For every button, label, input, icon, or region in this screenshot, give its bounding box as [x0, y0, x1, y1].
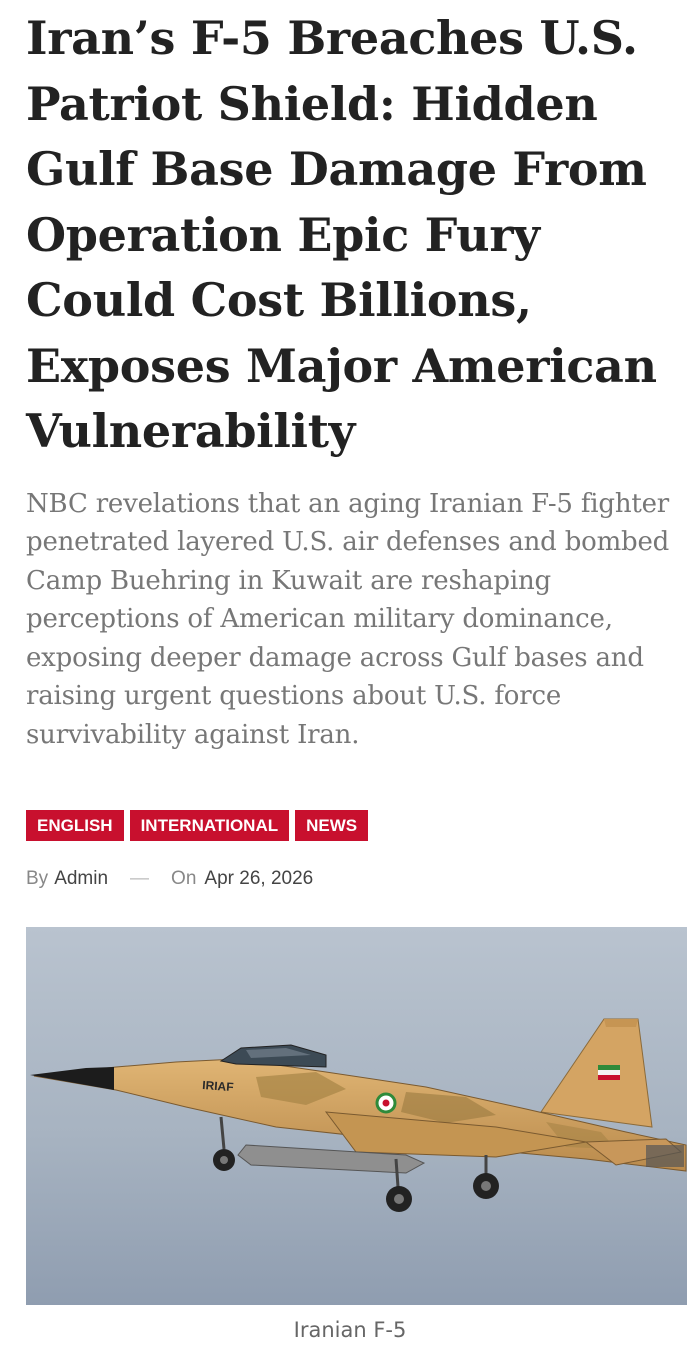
- by-label: By: [26, 868, 49, 889]
- article-summary: NBC revelations that an aging Iranian F-5 fighter penetrated layered U.S. air defenses and bombed Camp Buehring in Kuwait are reshaping perceptions of American military dominance, exposing deeper damage across Gulf bases and raising urgent questions about U.S. force survivability against Iran.: [26, 488, 670, 750]
- byline: [26, 868, 313, 890]
- iriaf-marking: IRIAF: [201, 1078, 235, 1095]
- article-headline: Iran’s F-5 Breaches U.S. Patriot Shield: Hidden Gulf Base Damage From Operation Epic Fury Could Cost Billions, Exposes Major American Vulnerability: [26, 11, 657, 458]
- tag-news[interactable]: NEWS: [295, 810, 368, 841]
- publish-date: Apr 26, 2026: [204, 868, 314, 889]
- featured-image: [26, 927, 687, 1305]
- image-caption: Iranian F-5: [293, 1318, 407, 1342]
- category-tags: [26, 810, 368, 841]
- tag-english[interactable]: ENGLISH: [26, 810, 124, 841]
- f5-jet-photo: [26, 927, 687, 1305]
- on-label: On: [171, 868, 197, 889]
- tag-international[interactable]: INTERNATIONAL: [130, 810, 290, 841]
- article-header: [26, 0, 691, 754]
- author-link[interactable]: Admin: [54, 868, 109, 889]
- byline-separator: —: [130, 868, 150, 889]
